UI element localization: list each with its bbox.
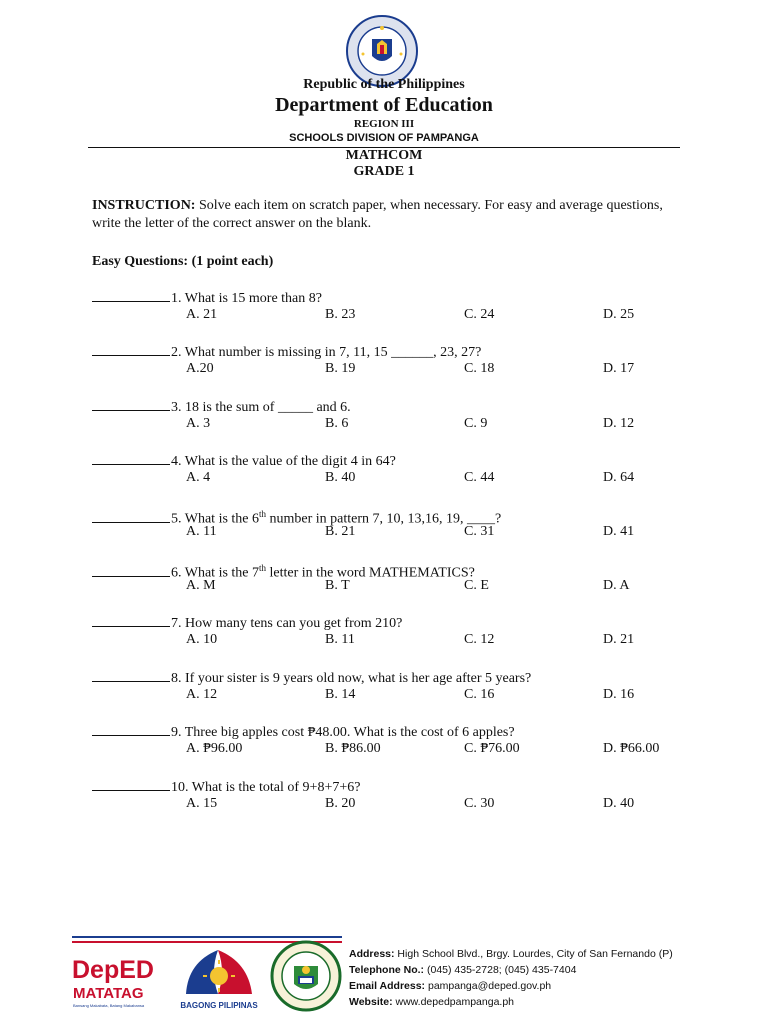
question-1 [92, 288, 692, 324]
instruction-paragraph [92, 197, 682, 233]
choice-d: D. 40 [603, 796, 635, 811]
bagong-pilipinas-text: BAGONG PILIPINAS [180, 1001, 258, 1010]
ordinal-suffix: th [259, 509, 267, 519]
address-value: High School Blvd., Brgy. Lourdes, City of San Fernando (P) [394, 948, 673, 960]
matatag-logo-text: MATATAG [73, 985, 144, 1002]
ordinal-suffix: th [259, 563, 267, 573]
address-line [349, 946, 673, 962]
question-text: What is the 7 [181, 565, 260, 581]
choice-d: D. ₱66.00 [603, 741, 660, 756]
question-text: How many tens can you get from 210? [181, 616, 403, 631]
telephone-line [349, 962, 673, 978]
question-number: 6. [171, 565, 182, 581]
choice-b: B. 23 [325, 307, 356, 322]
answer-blank[interactable] [92, 668, 170, 682]
choice-c: C. 24 [464, 307, 495, 322]
question-number: 2. [171, 345, 182, 360]
matatag-tagline: Bansang Makabata, Batang Makabansa [73, 1003, 145, 1008]
choice-b: B. 11 [325, 632, 355, 647]
choice-c: C. ₱76.00 [464, 741, 520, 756]
choice-a: A. 10 [186, 632, 218, 647]
question-number: 9. [171, 725, 182, 740]
website-value: www.depedpampanga.ph [392, 996, 514, 1008]
email-value: pampanga@deped.gov.ph [425, 980, 552, 992]
question-number: 1. [171, 291, 182, 306]
choice-c: C. E [464, 578, 489, 593]
choice-d: D. 64 [603, 470, 635, 485]
question-number: 10. [171, 780, 189, 795]
choice-d: D. 41 [603, 524, 635, 539]
email-line [349, 978, 673, 994]
choice-b: B. 40 [325, 470, 356, 485]
choice-a: A. 21 [186, 307, 218, 322]
choice-b: B. 6 [325, 416, 349, 431]
email-label: Email Address: [349, 980, 426, 992]
question-text: If your sister is 9 years old now, what is her age after 5 years? [181, 671, 532, 686]
question-6 [92, 559, 692, 595]
choice-d: D. 12 [603, 416, 635, 431]
subject-title: MATHCOM [345, 148, 423, 163]
choice-a: A.20 [186, 361, 214, 376]
choice-a: A. ₱96.00 [186, 741, 243, 756]
question-number: 4. [171, 454, 182, 469]
instruction-text: Solve each item on scratch paper, when necessary. For easy and average questions, write the letter of the correct answer on the blank. [92, 198, 663, 231]
question-text: What is 15 more than 8? [181, 291, 322, 306]
question-text: 18 is the sum of _____ and 6. [181, 400, 351, 415]
question-text: What is the total of 9+8+7+6? [188, 780, 361, 795]
answer-blank[interactable] [92, 288, 170, 302]
choice-d: D. 16 [603, 687, 635, 702]
answer-blank[interactable] [92, 397, 170, 411]
department-heading: Department of Education [275, 94, 493, 116]
choice-d: D. 25 [603, 307, 635, 322]
choice-a: A. 11 [186, 524, 217, 539]
address-label: Address: [349, 948, 395, 960]
choice-a: A. M [186, 578, 216, 593]
answer-blank[interactable] [92, 722, 170, 736]
question-4 [92, 451, 692, 487]
answer-blank[interactable] [92, 451, 170, 465]
choice-a: A. 3 [186, 416, 211, 431]
division-seal-logo [270, 940, 342, 1012]
answer-blank[interactable] [92, 509, 170, 523]
region-heading: REGION III [353, 118, 415, 130]
choice-b: B. T [325, 578, 350, 593]
choice-a: A. 15 [186, 796, 218, 811]
question-number: 5. [171, 511, 182, 527]
choice-b: B. 19 [325, 361, 356, 376]
question-2 [92, 342, 692, 378]
bagong-pilipinas-logo [178, 942, 260, 1014]
question-text: What number is missing in 7, 11, 15 ______, 23, 27? [181, 345, 482, 360]
grade-title: GRADE 1 [353, 164, 415, 179]
question-text: What is the value of the digit 4 in 64? [181, 454, 396, 469]
question-5 [92, 505, 692, 541]
choice-c: C. 12 [464, 632, 495, 647]
choice-d: D. A [603, 578, 630, 593]
deped-matatag-logo [70, 950, 165, 1012]
choice-b: B. 20 [325, 796, 356, 811]
question-3 [92, 397, 692, 433]
question-number: 7. [171, 616, 182, 631]
question-8 [92, 668, 692, 704]
choice-c: C. 9 [464, 416, 488, 431]
choice-a: A. 12 [186, 687, 218, 702]
choice-b: B. ₱86.00 [325, 741, 381, 756]
choice-a: A. 4 [186, 470, 211, 485]
question-10 [92, 777, 692, 813]
choice-c: C. 31 [464, 524, 495, 539]
republic-heading: Republic of the Philippines [303, 77, 465, 92]
footer-rule-blue [72, 936, 342, 938]
question-text-continued: number in pattern 7, 10, 13,16, 19, ____? [266, 511, 502, 527]
division-heading: SCHOOLS DIVISION OF PAMPANGA [289, 132, 479, 144]
instruction-label: INSTRUCTION: [92, 198, 196, 213]
answer-blank[interactable] [92, 613, 170, 627]
choice-b: B. 21 [325, 524, 356, 539]
website-line [349, 994, 673, 1010]
choice-c: C. 18 [464, 361, 495, 376]
question-7 [92, 613, 692, 649]
question-text-continued: letter in the word MATHEMATICS? [266, 565, 475, 581]
choice-b: B. 14 [325, 687, 356, 702]
choice-c: C. 30 [464, 796, 495, 811]
question-text: What is the 6 [181, 511, 260, 527]
answer-blank[interactable] [92, 777, 170, 791]
section-title: Easy Questions: (1 point each) [92, 254, 274, 269]
question-number: 3. [171, 400, 182, 415]
choice-d: D. 21 [603, 632, 635, 647]
question-text: Three big apples cost ₱48.00. What is the cost of 6 apples? [181, 725, 515, 740]
choice-d: D. 17 [603, 361, 635, 376]
contact-info [349, 946, 673, 1010]
telephone-label: Telephone No.: [349, 964, 425, 976]
choice-c: C. 44 [464, 470, 495, 485]
website-label: Website: [349, 996, 393, 1008]
telephone-value: (045) 435-2728; (045) 435-7404 [424, 964, 577, 976]
answer-blank[interactable] [92, 563, 170, 577]
deped-logo-text: DepED [72, 956, 154, 984]
choice-c: C. 16 [464, 687, 495, 702]
answer-blank[interactable] [92, 342, 170, 356]
question-9 [92, 722, 692, 758]
question-number: 8. [171, 671, 182, 686]
